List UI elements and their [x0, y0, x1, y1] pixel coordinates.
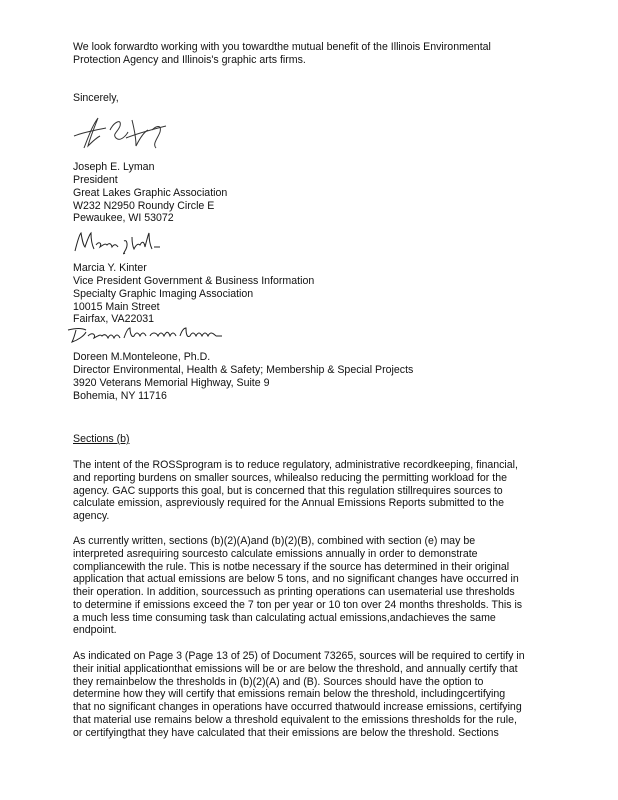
signatory-line: Vice President Government & Business Information	[73, 275, 315, 287]
paragraph-line: calculate emission, aspreviously required for the Annual Emissions Reports submitted to the	[73, 497, 505, 509]
paragraph-line: agency. GAC supports this goal, but is concerned that this regulation stillrequires sources to	[73, 485, 503, 497]
paragraph-line: endpoint.	[73, 624, 117, 636]
signatory-line: Great Lakes Graphic Association	[73, 187, 228, 199]
signature-monteleone	[66, 324, 226, 346]
paragraph-line: As currently written, sections (b)(2)(A)and (b)(2)(B), combined with section (e) may be	[73, 535, 476, 547]
paragraph-line: to determine if emissions exceed the 7 ton per year or 10 ton over 24 months thresholds. This is	[73, 599, 523, 611]
closing-line: We look forwardto working with you towardthe mutual benefit of the Illinois Environmental	[73, 41, 491, 53]
paragraph-line: and reporting burdens on smaller sources, whilealso reducing the permitting workload for the	[73, 472, 507, 484]
paragraph-line: The intent of the ROSSprogram is to reduce regulatory, administrative recordkeeping, financial,	[73, 459, 518, 471]
signatory-line: W232 N2950 Roundy Circle E	[73, 200, 215, 212]
signatory-line: Bohemia, NY 11716	[73, 390, 167, 402]
paragraph-line: they remainbelow the thresholds in (b)(2)(A) and (B). Sources should have the option to	[73, 676, 484, 688]
closing-line: Protection Agency and Illinois's graphic arts firms.	[73, 54, 306, 66]
section-heading: Sections (b)	[73, 433, 130, 445]
paragraph-line: their operation. In addition, sourcessuch as printing operations can usematerial use thresholds	[73, 586, 515, 598]
paragraph-line: compliancewith the rule. This is notbe necessary if the source has determined in their original	[73, 561, 510, 573]
paragraph-line: a much less time consuming task than calculating actual emissions,andachieves the same	[73, 612, 496, 624]
paragraph-line: that no significant changes in operations have occurred thatwould increase emissions, certifying	[73, 701, 522, 713]
signatory-line: Fairfax, VA22031	[73, 313, 155, 325]
paragraph-line: As indicated on Page 3 (Page 13 of 25) of Document 73265, sources will be required to certify in	[73, 650, 525, 662]
signatory-line: 10015 Main Street	[73, 301, 160, 313]
signatory-line: 3920 Veterans Memorial Highway, Suite 9	[73, 377, 270, 389]
signatory-name: Joseph E. Lyman	[73, 161, 155, 173]
paragraph-line: agency.	[73, 510, 110, 522]
signatory-line: Director Environmental, Health & Safety; Membership & Special Projects	[73, 364, 414, 376]
signatory-name: Doreen M.Monteleone, Ph.D.	[73, 351, 211, 363]
signature-kinter	[72, 229, 164, 257]
paragraph-line: interpreted asrequiring sourcesto calculate emissions annually in order to demonstrate	[73, 548, 478, 560]
salutation: Sincerely,	[73, 92, 119, 104]
signatory-line: Pewaukee, WI 53072	[73, 212, 174, 224]
signature-lyman	[70, 108, 180, 156]
signatory-line: President	[73, 174, 118, 186]
paragraph-line: determine how they will certify that emissions remain below the threshold, includingcertifying	[73, 688, 506, 700]
signatory-line: Specialty Graphic Imaging Association	[73, 288, 254, 300]
paragraph-line: their initial applicationthat emissions will be or are below the threshold, and annually certify that	[73, 663, 518, 675]
paragraph-line: application that actual emissions are below 5 tons, and no significant changes have occurred in	[73, 573, 519, 585]
paragraph-line: or certifyingthat they have calculated that their emissions are below the threshold. Sections	[73, 727, 499, 739]
signatory-name: Marcia Y. Kinter	[73, 262, 147, 274]
paragraph-line: that material use remains below a threshold equivalent to the emissions thresholds for the rule,	[73, 714, 517, 726]
